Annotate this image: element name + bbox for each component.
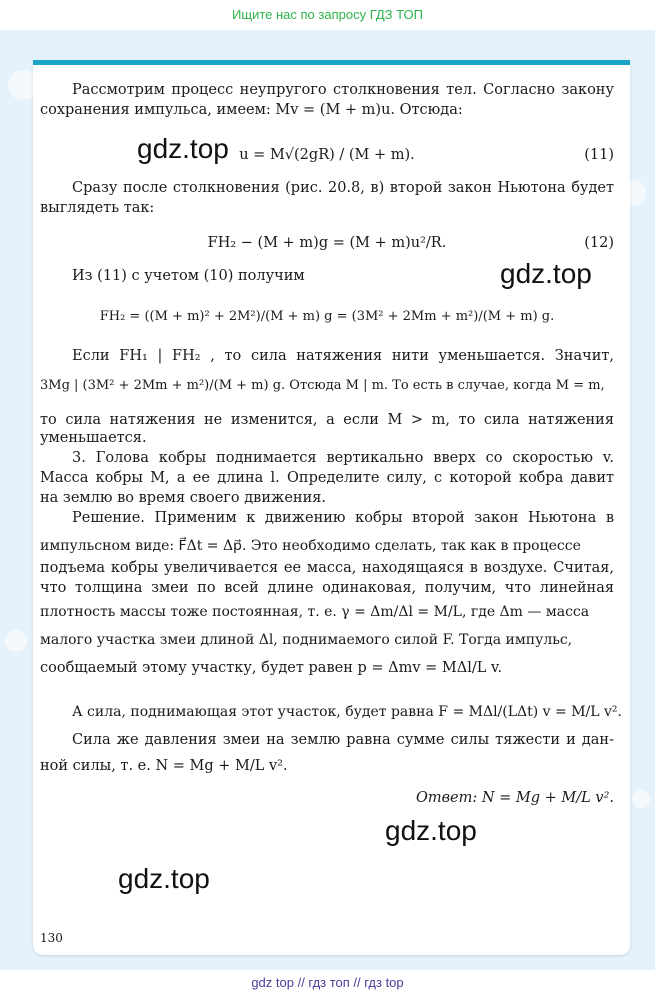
text-line: плотность массы тоже постоянная, т. е. γ = Δm/Δl = M/L, где Δm — масса	[40, 604, 590, 620]
text-line: сообщаемый этому участку, будет равен p = Δmv = MΔl/L v.	[40, 660, 503, 676]
text-line: малого участка змеи длиной Δl, поднимаемого силой F. Тогда импульс,	[40, 632, 573, 648]
text-line: 3Mg | (3M² + 2Mm + m²)/(M + m) g. Отсюда M | m. То есть в случае, когда M = m,	[40, 378, 605, 393]
text-line: Рассмотрим процесс неупругого столкновения тел. Согласно закону	[72, 82, 614, 98]
text-line: Сила же давления змеи на землю равна сумме силы тяжести и дан-	[72, 732, 614, 748]
watermark: gdz.top	[500, 258, 592, 289]
equation-number: (12)	[584, 235, 614, 251]
text-line: то сила натяжения не изменится, а если M > m, то сила натяжения	[40, 412, 614, 428]
text-line: 3. Голова кобры поднимается вертикально вверх со скоростью v.	[72, 450, 614, 466]
equation-text: FH₂ − (M + m)g = (M + m)u²/R.	[207, 235, 447, 251]
background-bubble	[632, 790, 650, 808]
equation-11	[40, 140, 614, 170]
text-line: подъема кобры увеличивается ее масса, находящаяся в воздухе. Считая,	[40, 560, 614, 576]
text-line	[40, 100, 614, 120]
text-line: Масса кобры M, а ее длина l. Определите силу, с которой кобра давит	[40, 470, 614, 486]
watermark: gdz.top	[118, 863, 210, 894]
watermark: gdz.top	[137, 133, 229, 164]
footer-links[interactable]: gdz top // гдз топ // гдз top	[0, 972, 655, 1000]
equation-number: (11)	[584, 147, 614, 163]
page-number: 130	[40, 931, 63, 945]
text-line: Если FH₁ | FH₂ , то сила натяжения нити уменьшается. Значит,	[72, 348, 614, 364]
equation-text: u = M√(2gR) / (M + m).	[239, 147, 415, 163]
equation-12	[40, 228, 614, 258]
top-banner[interactable]: Ищите нас по запросу ГДЗ ТОП	[0, 0, 655, 30]
text-line: уменьшается.	[40, 430, 147, 446]
answer-text: Ответ: N = Mg + M/L v².	[415, 790, 614, 806]
background-bubble	[5, 630, 27, 652]
text-line: выглядеть так:	[40, 200, 155, 216]
text-line: импульсном виде: F⃗Δt = Δp⃗. Это необходимо сделать, так как в процессе	[40, 538, 581, 554]
text-line: сохранения импульса, имеем: Mv = (M + m)u. Отсюда:	[40, 102, 463, 118]
text-line: Сразу после столкновения (рис. 20.8, в) второй закон Ньютона будет	[72, 180, 614, 196]
text-line: на землю во время своего движения.	[40, 490, 326, 506]
text-line: Решение. Применим к движению кобры второй закон Ньютона в	[72, 510, 614, 526]
equation-force: FH₂ = ((M + m)² + 2M²)/(M + m) g = (3M² + 2Mm + m²)/(M + m) g.	[99, 309, 555, 324]
text-line: Из (11) с учетом (10) получим	[72, 268, 305, 284]
text-line: ной силы, т. е. N = Mg + M/L v².	[40, 758, 288, 774]
watermark: gdz.top	[385, 815, 477, 846]
text-line: А сила, поднимающая этот участок, будет равна F = MΔl/(LΔt) v = M/L v².	[72, 704, 622, 720]
text-line: что толщина змеи по всей длине одинаковая, получим, что линейная	[40, 580, 614, 596]
answer-line	[40, 788, 614, 808]
